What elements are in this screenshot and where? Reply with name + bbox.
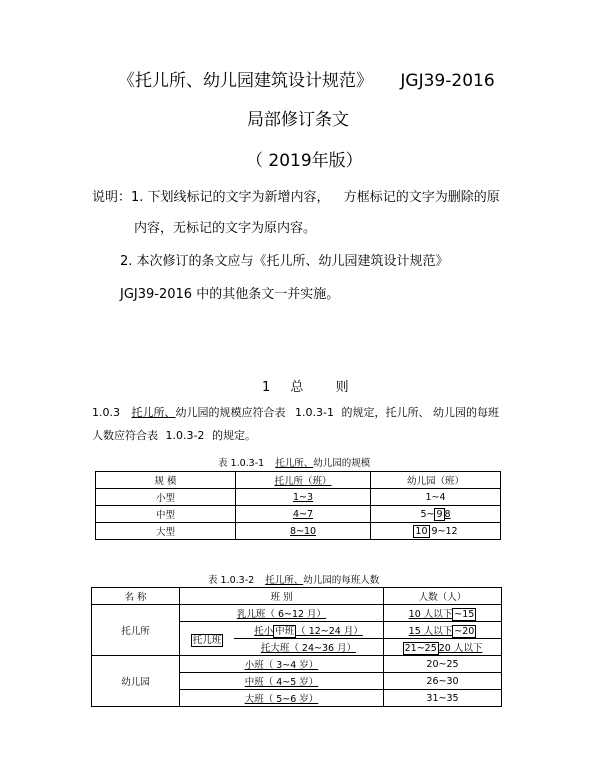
table1-header-nursery (236, 472, 371, 489)
table2-group-deleted: 托儿班 (192, 634, 222, 646)
section-heading (262, 376, 349, 395)
title-subtitle: 局部修订条文 (247, 110, 349, 130)
table1-caption-inserted: 托儿所、 (275, 458, 314, 469)
table1-caption-number: 表 1.0.3-1 (218, 458, 265, 469)
table2-class-inserted: （ 12~24 月） (296, 626, 363, 637)
table2-count-deleted: ~15 (454, 609, 475, 620)
table2-cell-count: 31~35 (384, 690, 502, 707)
table2-class-inserted: 托大班（ 24~36 月） (260, 643, 357, 654)
clause-text-1: 幼儿园的规模应符合表 (175, 406, 286, 419)
table1-cell-nursery (236, 489, 371, 506)
table1-cell-scale: 小型 (96, 489, 236, 506)
note-label: 说明： (92, 190, 132, 205)
table2-header-name: 名 称 (92, 588, 180, 605)
table-row (96, 506, 501, 523)
section-char-2: 则 (335, 380, 349, 395)
table-row (96, 523, 501, 540)
title-code: JGJ39-2016 (400, 71, 495, 91)
note-2: 2. 本次修订的条文应与《托儿所、幼儿园建筑设计规范》 (120, 254, 449, 269)
note-1 (92, 186, 500, 205)
table1-header-nursery-text: 托儿所（班） (274, 476, 332, 487)
table2-cell-class (180, 690, 384, 707)
note-1-b: 方框标记的文字为删除的原 (343, 190, 500, 205)
table1-cell-kindergarten (371, 506, 501, 523)
note-1-continued: 内容，无标记的文字为原内容。 (134, 221, 317, 236)
table2-count-inserted: 20 人以下 (438, 643, 483, 654)
table1-cell-kindergarten (371, 523, 501, 540)
table2-cell-count (384, 639, 502, 656)
table2-count-inserted: 10 人以下 (408, 609, 453, 620)
table1-kg-inserted: 8 (444, 508, 451, 520)
table1-kg-value: 5~ (420, 508, 435, 520)
table2-caption-inserted: 托儿所、 (265, 575, 304, 586)
table2-class-inserted: 托小 (254, 626, 274, 637)
table2-class-inserted: 小班（ 3~4 岁） (244, 660, 319, 671)
clause-inserted-text: 托儿所、 (131, 406, 176, 419)
table1-cell-scale: 大型 (96, 523, 236, 540)
table2-header-class: 班 别 (180, 588, 384, 605)
table-header-row (96, 472, 501, 489)
clause-ref-2: 1.0.3-2 (165, 429, 205, 442)
clause-ref-1: 1.0.3-1 (295, 406, 334, 419)
title-name: 《托儿所、幼儿园建筑设计规范》 (118, 71, 373, 91)
section-char-1: 总 (290, 380, 304, 395)
table2-count-deleted: 21~25 (404, 643, 437, 654)
table2-cell-deleted-group (180, 622, 235, 656)
table-row (96, 489, 501, 506)
table1-nursery-value: 1~3 (292, 491, 314, 503)
table2-class-inserted: 大班（ 5~6 岁） (244, 694, 319, 705)
table-row (92, 656, 502, 673)
table1-caption-text: 幼儿园的规模 (313, 458, 371, 469)
table1-caption (218, 455, 370, 469)
table1-header-scale: 规 模 (96, 472, 236, 489)
section-number: 1 (262, 380, 271, 395)
table1-header-kindergarten: 幼儿园（班） (371, 472, 501, 489)
table1-cell-kindergarten: 1~4 (371, 489, 501, 506)
clause-text-2: 的规定，托儿所、 幼儿园的每班 (341, 406, 499, 419)
note-1-a: 1. 下划线标记的文字为新增内容， (131, 190, 330, 205)
table2-cell-class (234, 639, 384, 656)
clause-1-0-3 (92, 404, 499, 420)
table2-cell-count: 26~30 (384, 673, 502, 690)
table1 (95, 471, 501, 540)
title-edition: （ 2019年版） (246, 151, 363, 171)
table1-nursery-value: 4~7 (292, 508, 314, 520)
table2-class-inserted: 乳儿班（ 6~12 月） (236, 609, 327, 620)
table2-cell-class (180, 605, 384, 622)
table2-count-deleted: ~20 (454, 626, 475, 637)
table2-cell-count (384, 622, 502, 639)
table1-kg-deleted: 10 (415, 525, 428, 537)
table2-header-count: 人数（人） (384, 588, 502, 605)
table1-cell-scale: 中型 (96, 506, 236, 523)
clause-text-3: 人数应符合表 (92, 429, 158, 442)
table2-cell-count (384, 605, 502, 622)
table1-cell-nursery (236, 506, 371, 523)
table1-kg-deleted: 9 (436, 508, 443, 520)
table2-count-inserted: 15 人以下 (408, 626, 453, 637)
table2-cell-class (234, 622, 384, 639)
table2-class-deleted: 中班 (275, 626, 295, 637)
table2-caption-text: 幼儿园的每班人数 (303, 575, 380, 586)
table2-caption-number: 表 1.0.3-2 (208, 575, 255, 586)
note-2-continued: JGJ39-2016 中的其他条文一并实施。 (120, 287, 340, 302)
table2-caption (208, 572, 379, 586)
doc-title (118, 66, 495, 91)
table2-cell-count: 20~25 (384, 656, 502, 673)
clause-text-4: 的规定。 (211, 429, 256, 442)
table2-class-inserted: 中班（ 4~5 岁） (244, 677, 319, 688)
clause-1-0-3-continued (92, 427, 256, 443)
table1-nursery-value: 8~10 (289, 525, 317, 537)
table1-kg-value: 9~12 (431, 525, 458, 537)
table2-group-kindergarten: 幼儿园 (92, 656, 180, 707)
table-header-row (92, 588, 502, 605)
clause-number: 1.0.3 (92, 406, 120, 419)
table2-group-nursery: 托儿所 (92, 605, 180, 656)
table2-cell-class (180, 656, 384, 673)
table2 (91, 587, 502, 707)
table1-cell-nursery (236, 523, 371, 540)
table-row (92, 605, 502, 622)
table2-cell-class (180, 673, 384, 690)
